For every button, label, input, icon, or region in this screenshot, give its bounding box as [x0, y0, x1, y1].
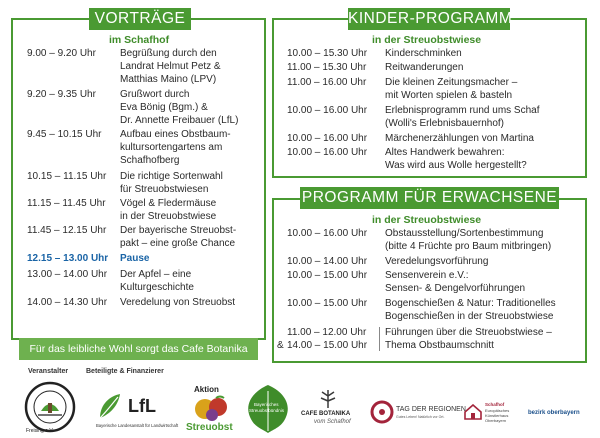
schedule-time: 11.00 – 12.00 Uhr — [287, 327, 367, 338]
erwachsene-title: PROGRAMM FÜR ERWACHSENE — [300, 187, 559, 209]
schedule-time: 10.00 – 15.30 Uhr — [287, 48, 368, 59]
schafhof-line1: Schafhof — [485, 402, 505, 407]
schedule-time-2: 14.00 – 15.00 Uhr — [287, 340, 368, 352]
lpv-logo-text: Freising e.V. — [26, 428, 54, 434]
schedule-time: 9.00 – 9.20 Uhr — [27, 48, 96, 59]
schedule-desc: Die kleinen Zeitungsmacher – — [385, 77, 518, 88]
leaf-text2: Streuobstbündnis — [249, 408, 285, 413]
beteiligte-label: Beteiligte & Finanzierer — [86, 368, 164, 375]
schedule-desc: in der Streuobstwiese — [120, 211, 217, 223]
cafe-line1: CAFE BOTANIKA — [301, 411, 351, 417]
schedule-desc: Die richtige Sortenwahl — [120, 171, 223, 182]
schedule-desc: Grußwort durch — [120, 89, 190, 100]
schedule-time: 10.00 – 16.00 Uhr — [287, 133, 368, 144]
kinder-location: in der Streuobstwiese — [372, 34, 482, 46]
schedule-desc: pakt – eine große Chance — [120, 238, 236, 250]
cafe-botanika-logo — [297, 388, 359, 432]
cafe-line2: vom Schafhof — [314, 419, 351, 425]
aktion-top: Aktion — [194, 385, 219, 394]
schedule-time: 10.15 – 11.15 Uhr — [27, 171, 107, 182]
schedule-desc: Matthias Maino (LPV) — [120, 74, 217, 86]
schedule-time: 10.00 – 14.00 Uhr — [287, 256, 368, 267]
schedule-desc: Märchenerzählungen von Martina — [385, 133, 534, 144]
schedule-time: 10.00 – 15.00 Uhr — [287, 270, 368, 281]
vortraege-title: VORTRÄGE — [89, 8, 191, 30]
schedule-desc: Bogenschießen & Natur: Traditionelles — [385, 298, 556, 309]
schedule-desc: Vögel & Fledermäuse — [120, 198, 217, 209]
schedule-desc: Veredelung von Streuobst — [120, 297, 236, 308]
bezirk-oberbayern-logo — [528, 408, 594, 422]
schedule-time: 11.15 – 11.45 Uhr — [27, 198, 106, 209]
schedule-time: 10.00 – 16.00 Uhr — [287, 105, 368, 116]
schedule-desc: Bogenschießen in der Streuobstwiese — [385, 311, 554, 323]
schedule-desc: kultursortengartens am — [120, 142, 223, 154]
aktion-streuobst-logo — [186, 385, 238, 435]
schedule-time: 11.00 – 16.00 Uhr — [287, 77, 367, 88]
schedule-time: 14.00 – 14.30 Uhr — [27, 297, 108, 308]
schedule-time: 10.00 – 15.00 Uhr — [287, 298, 368, 309]
schedule-divider — [379, 327, 380, 351]
schedule-desc: Führungen über die Streuobstwiese – — [385, 327, 552, 338]
schedule-desc: Aufbau eines Obstbaum- — [120, 129, 231, 140]
schedule-desc: Begrüßung durch den — [120, 48, 217, 59]
kinder-title: KINDER-PROGRAMM — [348, 8, 510, 30]
lfl-logo-big: LfL — [128, 396, 156, 416]
schedule-desc: Veredelungsvorführung — [385, 256, 489, 267]
schedule-desc: Sensenverein e.V.: — [385, 270, 469, 281]
schedule-desc: Kulturgeschichte — [120, 282, 194, 294]
schedule-desc: Pause — [120, 253, 150, 264]
schedule-ampersand: & — [277, 340, 284, 352]
schedule-desc: Erlebnisprogramm rund ums Schaf — [385, 105, 540, 116]
schedule-desc: (bitte 4 Früchte pro Baum mitbringen) — [385, 241, 552, 253]
schedule-desc: Eva Bönig (Bgm.) & — [120, 102, 208, 114]
veranstalter-label: Veranstalter — [28, 368, 69, 375]
schedule-desc: (Wolli's Erlebnisbauernhof) — [385, 118, 504, 130]
schedule-time: 13.00 – 14.00 Uhr — [27, 269, 108, 280]
schafhof-line4: Oberbayern — [485, 418, 507, 423]
schedule-desc: für Streuobstwiesen — [120, 184, 209, 196]
streuobstbuendnis-leaf-logo — [242, 383, 294, 435]
schafhof-line2: Europäisches — [485, 408, 510, 413]
schedule-time: 10.00 – 16.00 Uhr — [287, 228, 368, 239]
lpv-logo — [24, 381, 76, 433]
aktion-bottom: Streuobst — [186, 422, 233, 433]
lfl-logo — [96, 392, 179, 432]
erwachsene-location: in der Streuobstwiese — [372, 214, 482, 226]
schedule-desc: Der Apfel – eine — [120, 269, 192, 280]
schedule-time: 10.00 – 16.00 Uhr — [287, 147, 368, 158]
schedule-time: 9.45 – 10.15 Uhr — [27, 129, 102, 140]
schedule-desc: Obstausstellung/Sortenbestimmung — [385, 228, 544, 239]
schedule-desc: Altes Handwerk bewahren: — [385, 147, 505, 158]
schedule-desc: Kinderschminken — [385, 48, 462, 59]
schedule-desc: Reitwanderungen — [385, 62, 464, 73]
schedule-desc: Schafhofberg — [120, 155, 180, 167]
schedule-desc: Was wird aus Wolle hergestellt? — [385, 160, 527, 172]
tag-der-regionen-logo — [370, 400, 466, 428]
schedule-desc: Thema Obstbaumschnitt — [385, 340, 494, 352]
schedule-desc: Dr. Annette Freibauer (LfL) — [120, 115, 239, 127]
tdr-line2: Gutes Leben! Natürlich vor Ort. — [396, 415, 445, 419]
schedule-time: 9.20 – 9.35 Uhr — [27, 89, 96, 100]
bezirk-text: bezirk oberbayern — [528, 410, 580, 416]
schedule-desc: Der bayerische Streuobst- — [120, 225, 237, 236]
vortraege-location: im Schafhof — [109, 34, 170, 46]
schedule-time: 11.00 – 15.30 Uhr — [287, 62, 367, 73]
schedule-desc: Sensen- & Dengelvorführungen — [385, 283, 526, 295]
schafhof-logo — [464, 402, 524, 432]
cafe-banner: Für das leibliche Wohl sorgt das Cafe Botanika — [19, 338, 258, 360]
leaf-text1: Bayerisches — [254, 402, 279, 407]
schafhof-line3: Künstlerhaus — [485, 413, 509, 418]
schedule-time: 11.45 – 12.15 Uhr — [27, 225, 107, 236]
lfl-logo-small: Bayerische Landesanstalt für Landwirtschaft — [96, 423, 179, 428]
schedule-desc: Landrat Helmut Petz & — [120, 61, 221, 73]
schedule-desc: mit Worten spielen & basteln — [385, 90, 513, 102]
schedule-time: 12.15 – 13.00 Uhr — [27, 253, 109, 264]
tdr-line1: TAG DER REGIONEN — [396, 406, 466, 413]
